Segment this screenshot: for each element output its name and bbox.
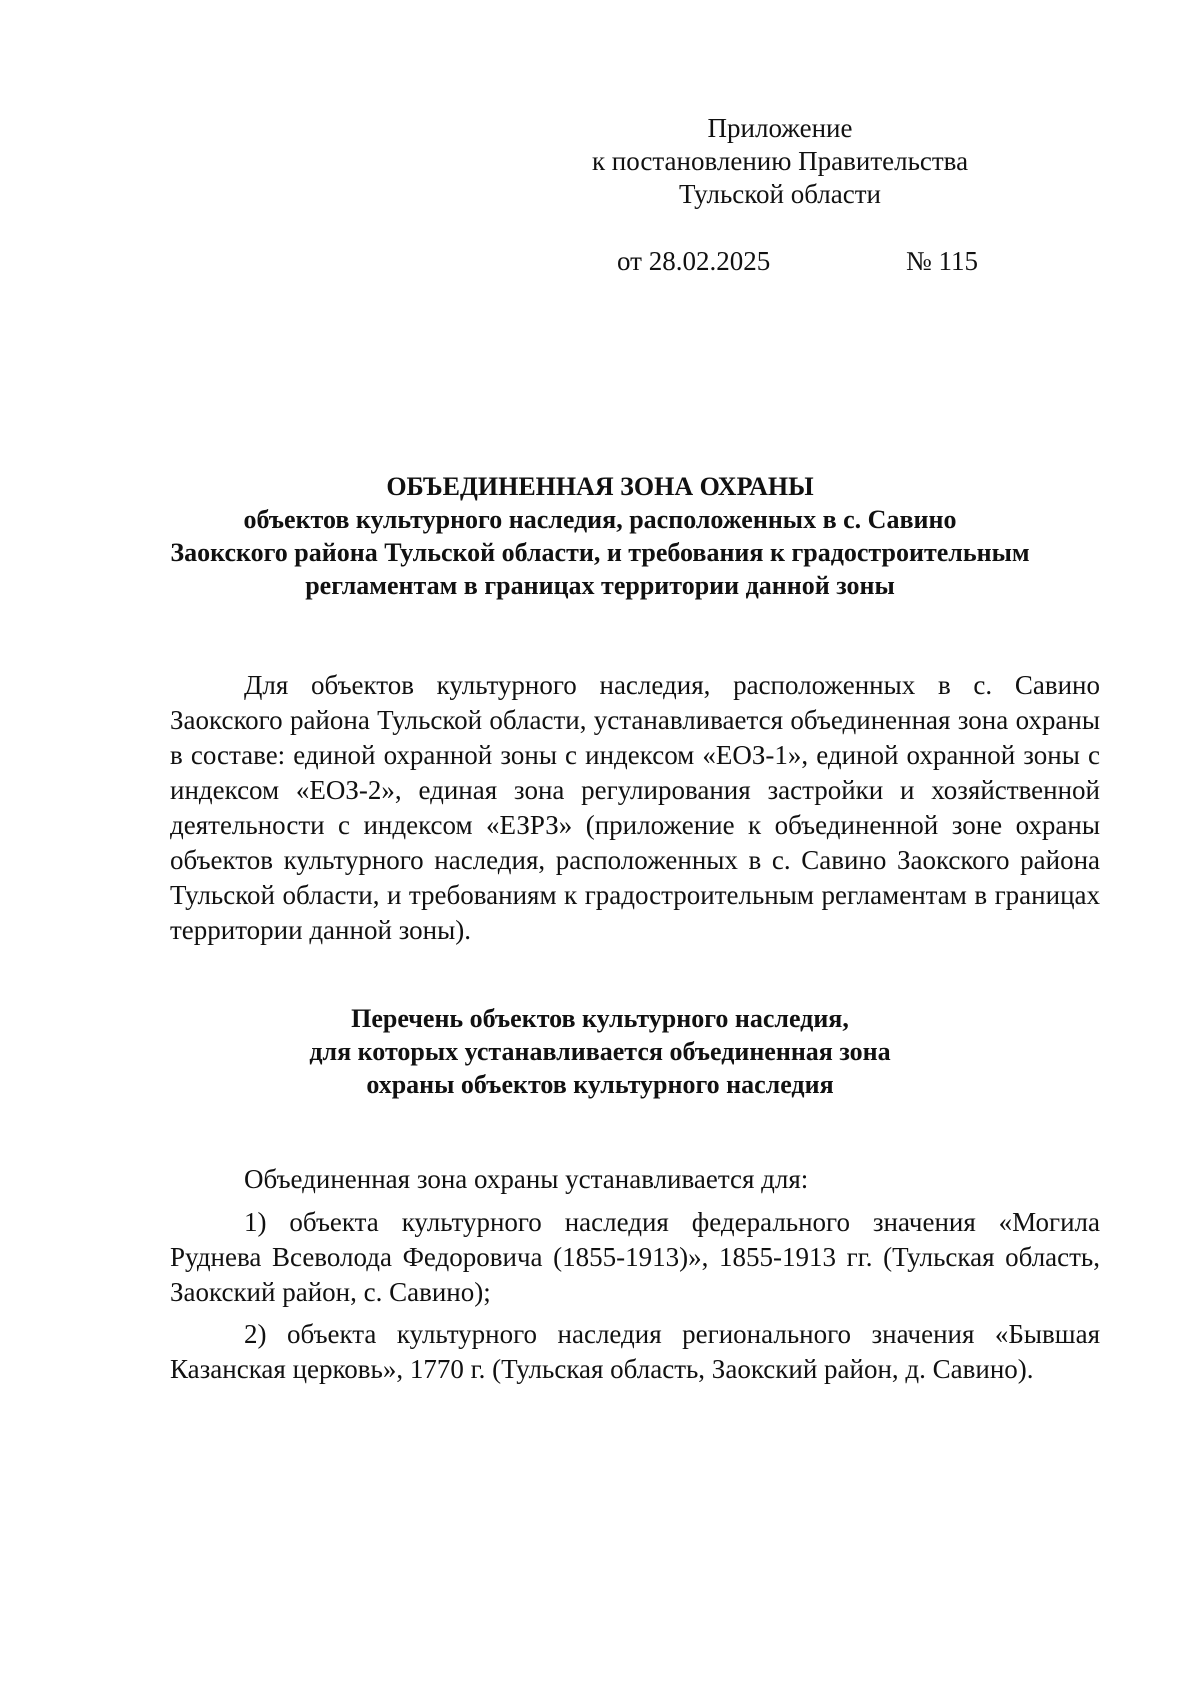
main-paragraph: Для объектов культурного наследия, расположенных в с. Савино Заокского района Тульской области, устанавливается объединенная зона охраны в составе: единой охранной зоны с индексом «ЕОЗ-1», единой охранной зоны с индексом «ЕОЗ-2», единая зона регулирования застройки и хозяйственной деятельности с индексом «ЕЗРЗ» (приложение к объединенной зоне охраны объектов культурного наследия, расположенных в с. Савино Заокского района Тульской области, и требованиям к градостроительным регламентам в границах территории данной зоны). [170, 670, 1100, 945]
title-line-1: ОБЪЕДИНЕННАЯ ЗОНА ОХРАНЫ [386, 472, 814, 501]
list-title-line-2: для которых устанавливается объединенная зона [309, 1037, 891, 1066]
appendix-line-1: Приложение [707, 113, 853, 143]
list-intro: Объединенная зона охраны устанавливается для: [244, 1164, 809, 1194]
list-title-line-3: охраны объектов культурного наследия [366, 1070, 834, 1099]
list-item: 2) объекта культурного наследия регионального значения «Бывшая Казанская церковь», 1770 г. (Тульская область, Заокский район, д. Савино). [170, 1319, 1100, 1384]
appendix-header [590, 112, 970, 211]
appendix-line-2: к постановлению Правительства [591, 146, 969, 176]
list-title [100, 1002, 1100, 1101]
list-item: 1) объекта культурного наследия федерального значения «Могила Руднева Всеволода Федоровича (1855-1913)», 1855-1913 гг. (Тульская область, Заокский район, с. Савино); [170, 1207, 1100, 1307]
list-title-line-1: Перечень объектов культурного наследия, [351, 1004, 849, 1033]
resolution-date: от 28.02.2025 [617, 246, 771, 276]
title-line-4: регламентам в границах территории данной зоны [305, 571, 895, 600]
resolution-number: № 115 [906, 246, 979, 276]
appendix-line-3: Тульской области [679, 179, 881, 209]
title-line-3: Заокского района Тульской области, и требования к градостроительным [170, 538, 1030, 567]
document-title [100, 470, 1100, 602]
title-line-2: объектов культурного наследия, расположенных в с. Савино [243, 505, 957, 534]
